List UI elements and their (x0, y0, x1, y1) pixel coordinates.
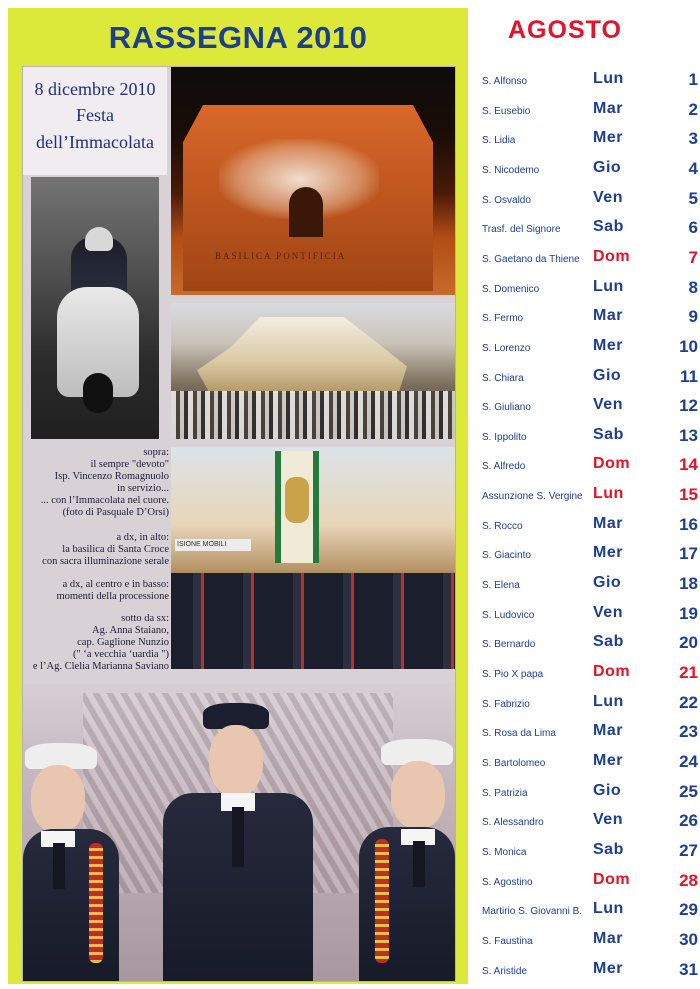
calendar-weekday: Mar (593, 929, 623, 947)
caption-line: in servizio... (117, 483, 169, 494)
calendar-row (478, 690, 700, 719)
calendar-row (478, 67, 700, 96)
calendar-row (478, 512, 700, 541)
calendar-saint: S. Faustina (482, 935, 533, 947)
calendar-saint: S. Eusebio (482, 105, 531, 117)
calendar-weekday: Mar (593, 722, 623, 740)
calendar-saint: Trasf. del Signore (482, 224, 561, 236)
calendar-saint: S. Alfredo (482, 461, 526, 473)
calendar-weekday: Mer (593, 544, 623, 562)
calendar-weekday: Mer (593, 751, 623, 769)
caption-line: il sempre "devoto" (90, 459, 169, 470)
officer-left (23, 743, 123, 981)
caption-line: la basilica di Santa Croce (62, 544, 169, 555)
officer-center (163, 703, 313, 981)
caption-line: a dx, in alto: (116, 532, 169, 543)
caption-line: cap. Gaglione Nunzio (77, 637, 169, 648)
photo-procession-float (171, 303, 455, 439)
caption-line: momenti della processione (56, 591, 169, 602)
calendar-row (478, 452, 700, 481)
month-title: AGOSTO (508, 16, 622, 44)
event-date: 8 dicembre 2010 (34, 79, 156, 99)
calendar-saint: S. Patrizia (482, 787, 528, 799)
calendar-saint: S. Alfonso (482, 76, 528, 87)
calendar-day-number: 21 (679, 663, 698, 682)
calendar-saint: S. Ludovico (482, 609, 535, 621)
calendar-saint: S. Rosa da Lima (482, 728, 556, 740)
calendar-saint: S. Monica (482, 846, 527, 858)
uniformed-guards (171, 573, 455, 669)
calendar-day-number: 13 (679, 425, 698, 445)
calendar-weekday: Lun (593, 900, 624, 918)
calendar-saint: S. Chiara (482, 372, 524, 384)
calendar-day-number: 27 (679, 840, 698, 860)
calendar-row (478, 364, 700, 393)
calendar-day-number: 30 (679, 929, 698, 949)
calendar-day-number: 16 (679, 514, 698, 534)
scooter-wheel (83, 373, 113, 413)
helmet-figure (85, 227, 113, 251)
officer-face (391, 761, 445, 829)
photo-basilica (171, 67, 455, 295)
calendar-day-number: 12 (679, 396, 698, 416)
calendar-weekday: Dom (593, 455, 631, 473)
calendar-row (478, 482, 700, 511)
shop-sign: ISIONE MOBILI (175, 539, 251, 551)
officer-right (355, 739, 455, 981)
banner-emblem (285, 477, 309, 523)
calendar-day-number: 9 (688, 307, 698, 327)
calendar-row (478, 779, 700, 808)
photo-motorcycle-officer (31, 177, 159, 439)
calendar-day-number: 23 (679, 722, 698, 742)
caption-line: con sacra illuminazione serale (42, 556, 169, 567)
photo-officers-group (23, 683, 455, 981)
calendar-saint: S. Aristide (482, 965, 528, 977)
basilica-window (289, 187, 323, 237)
calendar-day-number: 2 (688, 99, 698, 119)
calendar-row (478, 957, 700, 986)
calendar-weekday: Mer (593, 959, 623, 977)
calendar-day-number: 3 (688, 129, 698, 149)
calendar-day-number: 31 (679, 959, 698, 979)
calendar-day-number: 29 (679, 900, 698, 920)
calendar-row (478, 186, 700, 215)
calendar-row (478, 808, 700, 837)
calendar-row (478, 571, 700, 600)
calendar-row (478, 275, 700, 304)
calendar-saint: S. Fermo (482, 313, 524, 325)
calendar-saint: S. Lidia (482, 135, 516, 147)
calendar-row (478, 838, 700, 867)
calendar-row (478, 97, 700, 126)
calendar-weekday: Ven (593, 603, 623, 621)
procession-float (197, 317, 407, 393)
caption-right-top (23, 532, 169, 568)
calendar-row (478, 423, 700, 452)
calendar-weekday: Lun (593, 70, 624, 87)
calendar-weekday: Mar (593, 514, 623, 532)
officer-cord (375, 839, 389, 963)
calendar-day-number: 5 (688, 188, 698, 208)
caption-line: (" ‘a vecchia ‘uardia ") (72, 649, 169, 660)
caption-line: e l’Ag. Clelia Marianna Saviano (32, 661, 169, 672)
officer-uniform (359, 827, 455, 981)
calendar-weekday: Ven (593, 811, 623, 829)
calendar-weekday: Sab (593, 633, 624, 651)
calendar-weekday: Lun (593, 485, 624, 503)
calendar-day-number: 25 (679, 781, 698, 801)
calendar-saint: S. Giuliano (482, 402, 531, 414)
calendar-row (478, 156, 700, 185)
calendar-saint: S. Bernardo (482, 639, 536, 651)
calendar-weekday: Gio (593, 574, 622, 591)
calendar-day-number: 18 (679, 574, 698, 593)
calendar-weekday: Dom (593, 870, 631, 888)
calendar-saint: S. Pio X papa (482, 669, 544, 680)
officer-uniform (23, 829, 119, 981)
calendar-weekday: Mar (593, 307, 623, 325)
calendar-row (478, 868, 700, 897)
calendar-row (478, 927, 700, 956)
caption-right-center (23, 579, 169, 603)
calendar-saint: Martirio S. Giovanni B. (482, 906, 583, 918)
photo-collage (22, 66, 456, 982)
calendar-weekday: Dom (593, 663, 631, 680)
caption-line: (foto di Pasquale D’Orsi) (62, 507, 169, 518)
calendar-day-number: 26 (679, 811, 698, 831)
caption-line: sopra: (143, 447, 169, 458)
calendar-row (478, 897, 700, 926)
calendar-weekday: Sab (593, 840, 624, 858)
officer-face (209, 725, 263, 797)
caption-line: Ag. Anna Staiano, (92, 625, 169, 636)
calendar-weekday: Gio (593, 366, 622, 384)
calendar-day-number: 4 (688, 158, 698, 178)
caption-above (23, 447, 169, 519)
page-title: RASSEGNA 2010 (108, 20, 368, 55)
calendar-saint: S. Bartolomeo (482, 757, 546, 769)
calendar-row (478, 630, 700, 659)
calendar-day-number: 7 (688, 247, 698, 267)
calendar-weekday: Lun (593, 692, 624, 710)
calendar-day-number: 1 (688, 70, 698, 89)
photo-procession-banner (171, 447, 455, 669)
calendar-weekday: Ven (593, 396, 623, 414)
caption-line: Isp. Vincenzo Romagnuolo (54, 471, 169, 482)
calendar-day-number: 22 (679, 692, 698, 712)
calendar-row (478, 245, 700, 274)
calendar-row (478, 719, 700, 748)
officer-tie (413, 841, 425, 887)
calendar-weekday: Lun (593, 277, 624, 295)
calendar-saint: S. Domenico (482, 283, 540, 295)
calendar-weekday: Sab (593, 218, 624, 236)
calendar-saint: S. Elena (482, 580, 520, 591)
calendar-day-number: 19 (679, 603, 698, 623)
calendar-row (478, 541, 700, 570)
calendar-day-number: 24 (679, 751, 698, 771)
basilica-inscription: BASILICA PONTIFICIA (215, 251, 347, 261)
calendar-saint: S. Ippolito (482, 431, 527, 443)
calendar-row (478, 660, 700, 689)
caption-line: ... con l’Immacolata nel cuore. (40, 495, 169, 506)
officer-tie (232, 807, 244, 867)
calendar-weekday: Ven (593, 188, 623, 206)
calendar-weekday: Sab (593, 425, 624, 443)
event-name-line1: Festa (76, 105, 114, 125)
calendar-row (478, 304, 700, 333)
calendar-weekday: Mer (593, 129, 623, 147)
calendar-weekday: Mer (593, 336, 623, 354)
calendar-day-number: 8 (688, 277, 698, 297)
caption-below (23, 613, 169, 673)
calendar-day-number: 20 (679, 633, 698, 653)
officer-tie (53, 843, 65, 889)
calendar-saint: S. Giacinto (482, 550, 531, 562)
calendar-saint: S. Agostino (482, 876, 533, 888)
calendar-day-number: 14 (679, 455, 698, 475)
officer-face (31, 765, 85, 833)
calendar-saint: S. Osvaldo (482, 194, 531, 206)
calendar-day-number: 11 (680, 366, 698, 386)
calendar-saint: S. Nicodemo (482, 164, 540, 176)
calendar-day-number: 15 (679, 485, 698, 505)
calendar-weekday: Gio (593, 158, 622, 176)
calendar-weekday: Gio (593, 781, 622, 799)
calendar-saint: Assunzione S. Vergine (482, 491, 583, 503)
left-panel (8, 8, 468, 984)
calendar-saint: S. Gaetano da Thiene (482, 253, 580, 265)
calendar-row (478, 393, 700, 422)
calendar-row (478, 334, 700, 363)
event-heading (23, 67, 167, 175)
calendar-row (478, 601, 700, 630)
caption-line: sotto da sx: (121, 613, 169, 624)
calendar-row (478, 215, 700, 244)
calendar-saint: S. Alessandro (482, 817, 544, 829)
calendar-row (478, 749, 700, 778)
calendar-weekday: Dom (593, 247, 631, 265)
calendar-day-number: 6 (688, 218, 698, 238)
calendar-day-number: 28 (679, 870, 698, 890)
calendar-saint: S. Lorenzo (482, 342, 531, 354)
officer-cord (89, 843, 103, 963)
calendar-saint: S. Rocco (482, 520, 523, 532)
calendar-saint: S. Fabrizio (482, 698, 530, 710)
calendar-day-number: 10 (679, 336, 698, 356)
calendar-weekday: Mar (593, 99, 623, 117)
event-name-line2: dell’Immacolata (36, 132, 154, 152)
caption-line: a dx, al centro e in basso: (62, 579, 169, 590)
procession-crowd (171, 391, 455, 439)
calendar-day-number: 17 (679, 544, 698, 564)
calendar-row (478, 126, 700, 155)
